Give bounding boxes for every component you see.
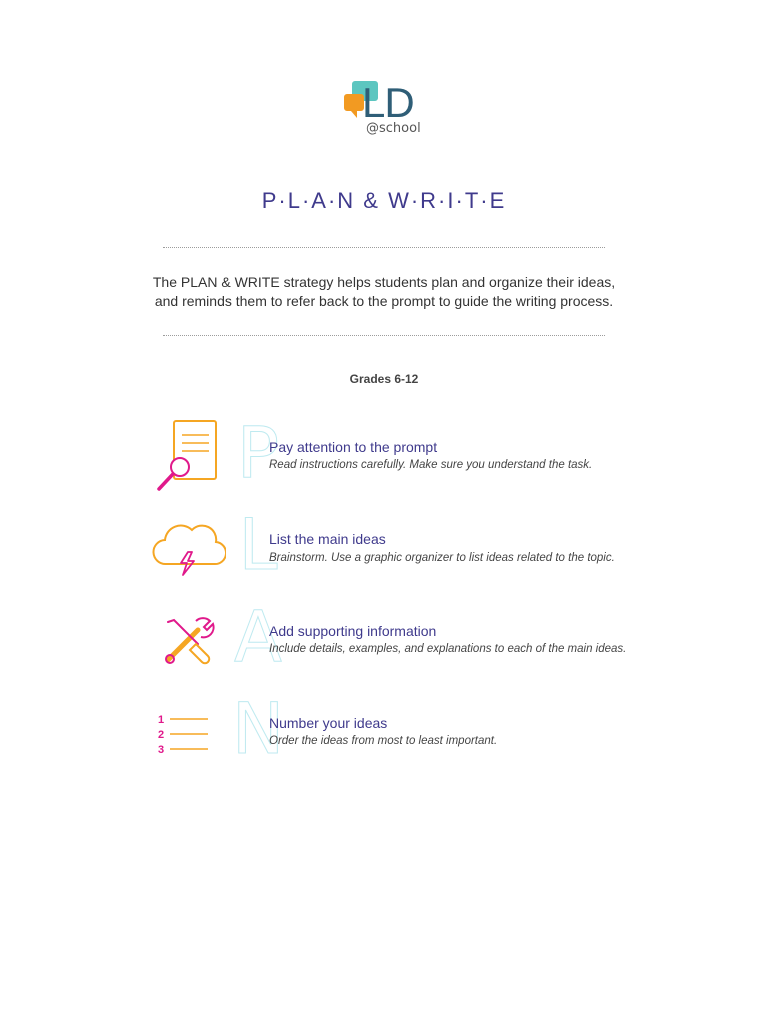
step-desc-prompt: Read instructions carefully. Make sure you understand the task. <box>269 459 593 471</box>
step-title-number: Number your ideas <box>269 715 388 731</box>
cloud-lightning-icon <box>150 518 226 585</box>
step-title-supporting: Add supporting information <box>269 623 437 639</box>
document-magnifier-icon <box>152 418 222 501</box>
numbered-list-icon <box>158 710 212 763</box>
step-letter-a: A <box>234 596 282 678</box>
ld-school-logo <box>342 78 438 140</box>
step-desc-main-ideas: Brainstorm. Use a graphic organizer to list ideas related to the topic. <box>269 552 615 564</box>
page-title: P·L·A·N & W·R·I·T·E <box>261 188 507 213</box>
grades-label: Grades 6-12 <box>349 372 419 386</box>
step-title-prompt: Pay attention to the prompt <box>269 439 438 455</box>
list-number-3: 3 <box>158 744 165 756</box>
step-letter-p: P <box>236 412 280 494</box>
list-number-1: 1 <box>158 714 165 726</box>
list-number-2: 2 <box>158 729 165 741</box>
intro-text <box>120 273 648 310</box>
step-letter-l: L <box>238 504 278 586</box>
intro-line-1: The PLAN & WRITE strategy helps students plan and organize their ideas, <box>152 274 616 290</box>
logo-ld-text: LD <box>362 79 414 126</box>
divider-bottom <box>163 335 605 336</box>
intro-line-2: and reminds them to refer back to the prompt to guide the writing process. <box>154 292 614 309</box>
wrench-screwdriver-icon <box>160 614 218 675</box>
logo-tagline: @school <box>366 121 421 136</box>
step-desc-number: Order the ideas from most to least important. <box>269 735 498 747</box>
step-title-main-ideas: List the main ideas <box>269 531 386 547</box>
step-letter-n: N <box>231 688 285 770</box>
step-desc-supporting: Include details, examples, and explanations to each of the main ideas. <box>269 643 627 655</box>
divider-top <box>163 247 605 248</box>
